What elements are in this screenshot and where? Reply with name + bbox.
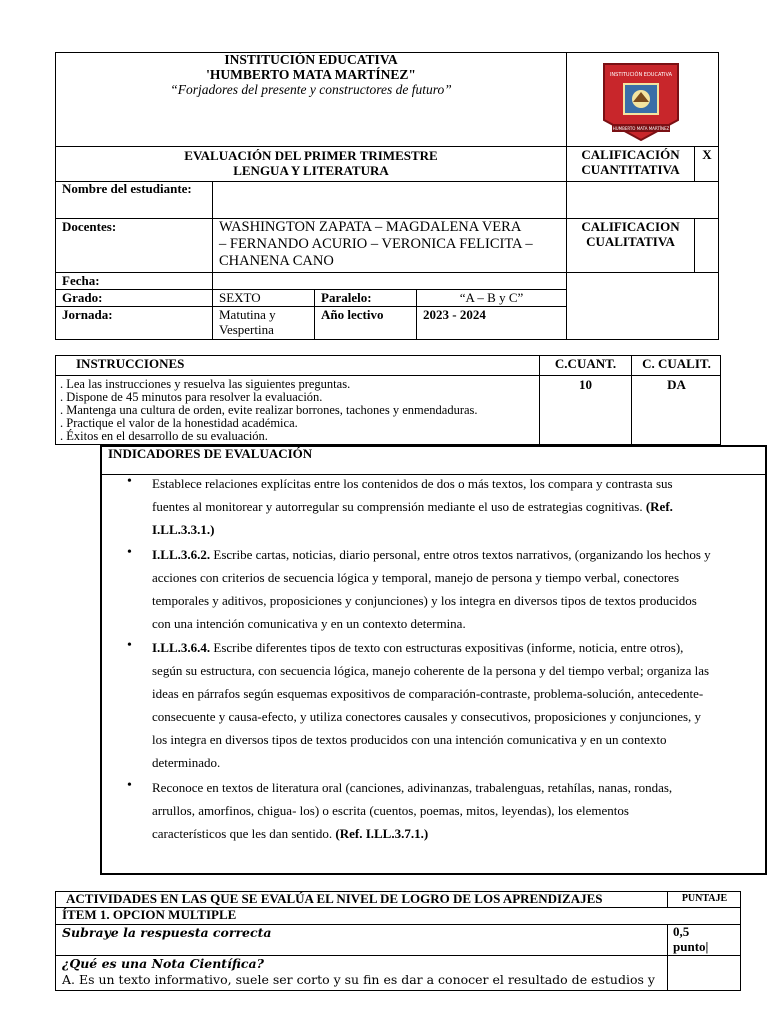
- indicator-line: Reconoce en textos de literatura oral (canciones, adivinanzas, trabalenguas, retahílas, nanas, rondas,: [152, 780, 673, 795]
- grade-value: SEXTO: [219, 290, 261, 305]
- indicator-line: consecuente y causa-efecto, y utiliza conectores causales y consecutivos, proposiciones y conjunciones, y: [152, 709, 702, 724]
- activities-col-line: [667, 924, 668, 991]
- date-label: Fecha:: [62, 273, 100, 288]
- points-value: 0,5: [673, 924, 690, 939]
- indicator-line: temporales y aditivos, proposiciones y conjunciones) y los integra en diversos tipos de textos producidos: [152, 593, 697, 608]
- indicator-code: I.LL.3.6.2.: [152, 547, 211, 562]
- indicators-title: INDICADORES DE EVALUACIÓN: [108, 446, 313, 461]
- paralelo-label: Paralelo:: [321, 290, 372, 305]
- jornada-value: Matutina y: [219, 307, 276, 322]
- indicator-ref: (Ref.: [645, 499, 673, 514]
- student-label: Nombre del estudiante:: [62, 181, 192, 196]
- indicator-item: [152, 776, 762, 845]
- indicator-item: [152, 543, 762, 635]
- instruction-line: . Éxitos en el desarrollo de su evaluación.: [60, 429, 268, 443]
- indicator-item: [152, 636, 762, 774]
- indicator-line: fuentes al monitorear y autorregular su comprensión mediante el uso de estrategias cognitivas.: [152, 499, 643, 514]
- teachers-names-2: – FERNANDO ACURIO – VERONICA FELICITA –: [219, 236, 533, 252]
- grade-label: Grado:: [62, 290, 103, 305]
- student-name-field[interactable]: [213, 182, 566, 218]
- institution-name: INSTITUCIÓN EDUCATIVA: [224, 52, 398, 67]
- indicator-line: determinado.: [152, 755, 221, 770]
- indicator-line: Escribe cartas, noticias, diario personal, entre otros textos narrativos, (organizando los hechos y: [213, 547, 711, 562]
- indicator-line: ideas en párrafos según esquemas expositivos de comparación-contraste, problema-solución, antecedente-: [152, 686, 704, 701]
- jornada-label: Jornada:: [62, 307, 113, 322]
- calif-cuant-label: CALIFICACIÓN: [581, 147, 680, 162]
- indicator-line: con una intención comunicativa y en un contexto determina.: [152, 616, 466, 631]
- teachers-names: WASHINGTON ZAPATA – MAGDALENA VERA: [219, 219, 522, 235]
- calif-cual-label-2: CUALITATIVA: [586, 234, 675, 249]
- activities-title: ACTIVIDADES EN LAS QUE SE EVALÚA EL NIVEL DE LOGRO DE LOS APRENDIZAJES: [66, 891, 603, 906]
- indicator-line: arrullos, amorfinos, chigua- los) o escrita (cuentos, poemas, mitos, leyendas), los elementos: [152, 803, 629, 818]
- bullet-icon: •: [127, 638, 132, 653]
- cualit-value: DA: [667, 377, 686, 392]
- header-divider: [566, 52, 567, 340]
- indicator-line: característicos que les dan sentido.: [152, 826, 333, 841]
- calif-cuant-mark: X: [702, 147, 712, 162]
- school-crest-icon: [602, 62, 680, 142]
- calif-cuant-label-2: CUANTITATIVA: [581, 162, 680, 177]
- instructions-row-line: [55, 375, 721, 376]
- indicator-ref: (Ref. I.LL.3.7.1.): [335, 826, 429, 841]
- instruction-line: . Practique el valor de la honestidad académica.: [60, 416, 298, 430]
- bullet-icon: •: [127, 474, 132, 489]
- indicator-ref: I.LL.3.3.1.): [152, 522, 215, 537]
- bullet-icon: •: [127, 545, 132, 560]
- calif-cual-label: CALIFICACION: [581, 219, 680, 234]
- jornada-value-2: Vespertina: [219, 322, 274, 337]
- option-a[interactable]: A. Es un texto informativo, suele ser corto y su fin es dar a conocer el resultado de estudios y: [62, 972, 655, 987]
- instruction-line: . Lea las instrucciones y resuelva las siguientes preguntas.: [60, 377, 351, 391]
- indicator-line: según su estructura, con secuencia lógica, manejo coherente de la persona y del tiempo verbal; organiza las: [152, 663, 710, 678]
- indicator-code: I.LL.3.6.4.: [152, 640, 211, 655]
- teachers-label: Docentes:: [62, 219, 117, 234]
- col-cuant-header: C.CUANT.: [554, 356, 617, 371]
- grade-divider: [314, 289, 315, 340]
- header-row-line: [55, 306, 566, 307]
- indicator-line: Escribe diferentes tipos de texto con estructuras expositivas (informe, noticia, entre otros),: [213, 640, 684, 655]
- anio-value: 2023 - 2024: [423, 307, 486, 322]
- date-field[interactable]: [213, 273, 566, 289]
- puntaje-label: PUNTAJE: [681, 893, 728, 904]
- paralelo-value: “A – B y C”: [459, 290, 524, 305]
- indicator-item: [152, 472, 762, 541]
- logo-text-top: INSTITUCIÓN EDUCATIVA: [609, 72, 673, 78]
- bullet-icon: •: [127, 778, 132, 793]
- institution-slogan: “Forjadores del presente y constructores de futuro”: [170, 82, 452, 97]
- institution-name-2: 'HUMBERTO MATA MARTÍNEZ": [206, 67, 416, 82]
- instruction-line: . Dispone de 45 minutos para resolver la evaluación.: [60, 390, 323, 404]
- indicator-line: acciones con criterios de secuencia lógica y temporal, manejo de persona y tiempo verbal, conectores: [152, 570, 680, 585]
- teachers-names-3: CHANENA CANO: [219, 253, 334, 269]
- item1-title: ÍTEM 1. OPCION MULTIPLE: [62, 907, 237, 922]
- calif-divider: [694, 218, 695, 272]
- points-unit: punto|: [673, 939, 709, 954]
- logo-text-bottom: HUMBERTO MATA MARTÍNEZ: [612, 126, 670, 131]
- indicator-line: Establece relaciones explícitas entre los contenidos de dos o más textos, los compara y contrasta sus: [152, 476, 673, 491]
- instructions-title: INSTRUCCIONES: [76, 356, 185, 371]
- indicator-line: los integra en diversos tipos de textos producidos con una intención comunicativa y en un contexto: [152, 732, 667, 747]
- anio-label: Año lectivo: [321, 307, 384, 322]
- exam-title: EVALUACIÓN DEL PRIMER TRIMESTRE: [184, 148, 438, 163]
- exam-subject: LENGUA Y LITERATURA: [233, 163, 389, 178]
- cuant-value: 10: [579, 377, 592, 392]
- question-text: ¿Qué es una Nota Científica?: [62, 956, 264, 971]
- instruction-line: . Mantenga una cultura de orden, evite realizar borrones, tachones y enmendaduras.: [60, 403, 478, 417]
- col-cualit-header: C. CUALIT.: [642, 356, 711, 371]
- item-instruction: Subraye la respuesta correcta: [62, 925, 272, 940]
